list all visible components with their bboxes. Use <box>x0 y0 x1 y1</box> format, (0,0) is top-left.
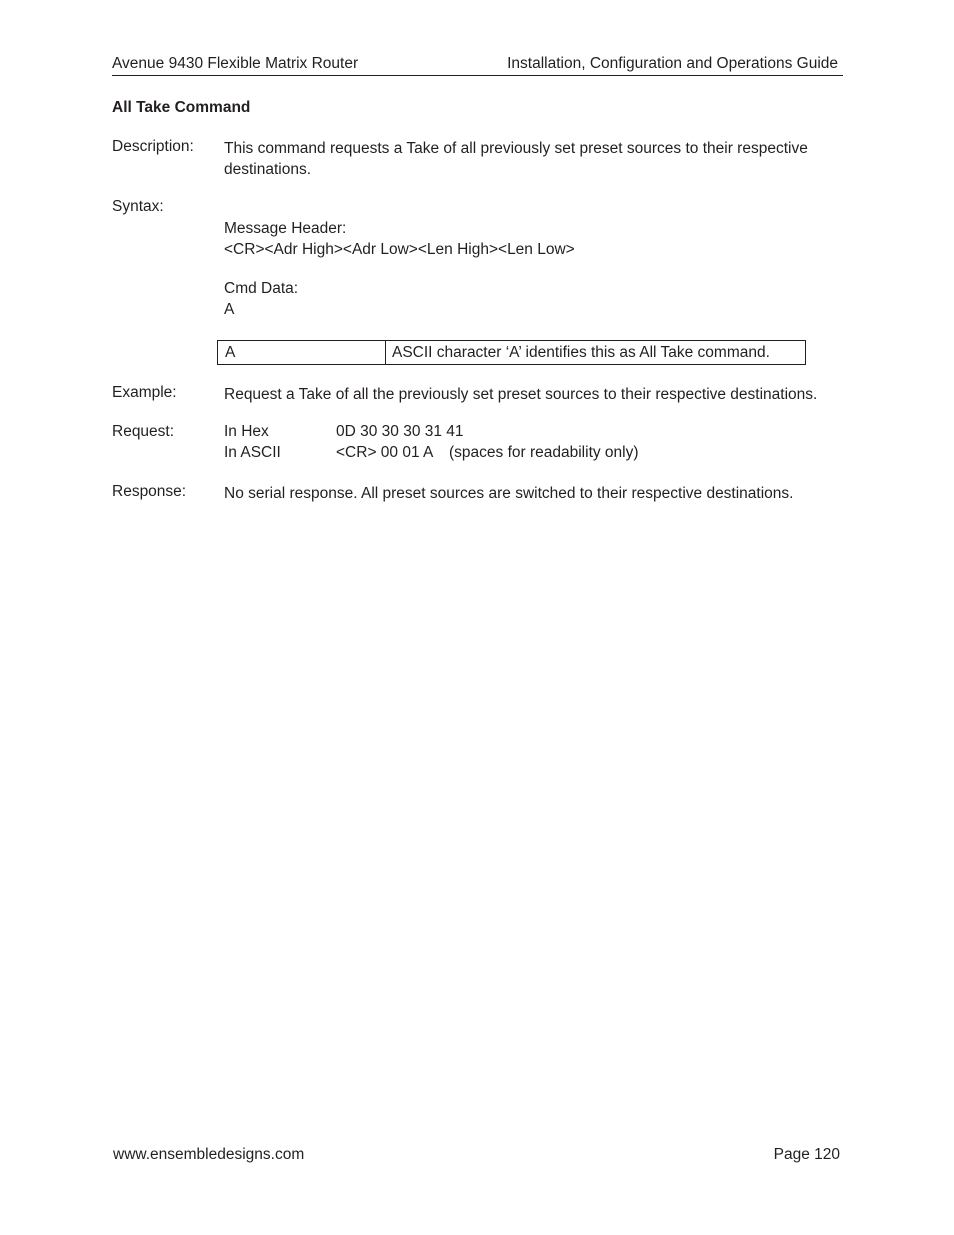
document-title: Avenue 9430 Flexible Matrix Router <box>112 55 359 72</box>
guide-title: Installation, Configuration and Operations Guide <box>507 55 838 72</box>
syntax-label: Syntax: <box>112 198 164 215</box>
ascii-note: (spaces for readability only) <box>449 444 639 461</box>
cmd-data-label: Cmd Data: <box>224 280 299 297</box>
description-line-2: destinations. <box>224 161 312 178</box>
cmd-data-value: A <box>224 301 235 318</box>
page-number: Page 120 <box>773 1146 840 1163</box>
table-cell-key: A <box>218 341 386 364</box>
table-cell-description: ASCII character ‘A’ identifies this as All Take command. <box>392 344 770 361</box>
message-header-label: Message Header: <box>224 220 347 237</box>
section-title: All Take Command <box>112 99 251 116</box>
description-label: Description: <box>112 138 194 155</box>
message-header-value: <CR><Adr High><Adr Low><Len High><Len Low> <box>224 241 575 258</box>
ascii-label: In ASCII <box>224 444 281 461</box>
response-label: Response: <box>112 483 187 500</box>
example-text: Request a Take of all the previously set preset sources to their respective destinations. <box>224 386 818 403</box>
request-label: Request: <box>112 423 175 440</box>
website-link[interactable]: www.ensembledesigns.com <box>113 1146 305 1163</box>
response-text: No serial response. All preset sources are switched to their respective destinations. <box>224 485 794 502</box>
description-line-1: This command requests a Take of all previously set preset sources to their respective <box>224 140 808 157</box>
hex-value: 0D 30 30 30 31 41 <box>336 423 464 440</box>
command-table <box>217 340 806 365</box>
example-label: Example: <box>112 384 177 401</box>
hex-label: In Hex <box>224 423 269 440</box>
header-divider <box>112 75 843 76</box>
ascii-value: <CR> 00 01 A <box>336 444 434 461</box>
